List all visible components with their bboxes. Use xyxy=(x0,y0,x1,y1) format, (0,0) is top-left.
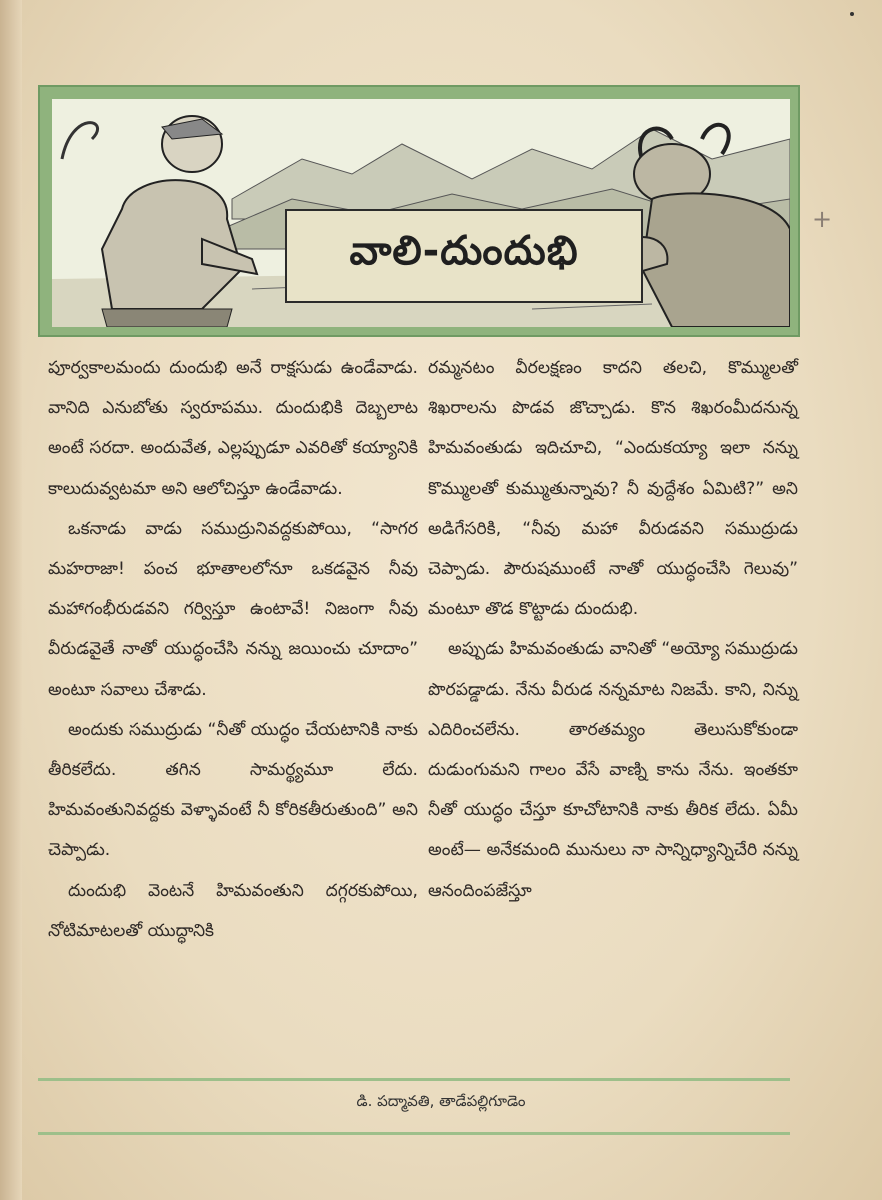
paragraph: దుందుభి వెంటనే హిమవంతుని దగ్గరకుపోయి, నోటిమాటలతో యుద్ధానికి xyxy=(48,880,418,941)
ink-speck xyxy=(850,12,854,16)
pencil-mark: + xyxy=(812,205,833,233)
paragraph: ఒకనాడు వాడు సముద్రునివద్దకుపోయి, “సాగర మహరాజా! పంచ భూతాలలోనూ ఒకడవైన నీవు మహాగంభీరుడవని గర్విస్తూ ఉంటావే! నిజంగా నీవు వీరుడవైతే నాతో యుద్ధంచేసి నన్ను జయించు చూదాం” అంటూ సవాలు చేశాడు. xyxy=(48,518,418,700)
paragraph: రమ్మనటం వీరలక్షణం కాదని తలచి, కొమ్ములతో శిఖరాలను పొడవ జొచ్చాడు. కొన శిఖరంమీదనున్న హిమవంతుడు ఇదిచూచి, “ఎందుకయ్యా ఇలా నన్ను కొమ్ములతో కుమ్ముతున్నావు? నీ వుద్దేశం ఏమిటి?” అని అడిగేసరికి, “నీవు మహా వీరుడవని సముద్రుడు చెప్పాడు. పౌరుషముంటే నాతో యుద్ధంచేసి గెలువు” మంటూ తొడ కొట్టాడు దుందుభి. xyxy=(428,358,798,620)
page-edge xyxy=(0,0,22,1200)
author-credit: డి. పద్మావతి, తాడేపల్లిగూడెం xyxy=(356,1092,526,1110)
divider-bottom xyxy=(38,1132,790,1135)
story-title: వాలి-దుందుభి xyxy=(285,209,643,303)
right-text-column xyxy=(428,348,798,911)
left-text-column xyxy=(48,348,418,951)
paragraph: అందుకు సముద్రుడు “నీతో యుద్ధం చేయటానికి నాకు తీరికలేదు. తగిన సామర్థ్యమూ లేదు. హిమవంతునివద్దకు వెళ్ళావంటే నీ కోరికతీరుతుంది” అని చెప్పాడు. xyxy=(48,719,418,861)
paragraph: పూర్వకాలమందు దుందుభి అనే రాక్షసుడు ఉండేవాడు. వానిది ఎనుబోతు స్వరూపము. దుందుభికి దెబ్బలాట అంటే సరదా. అందువేత, ఎల్లప్పుడూ ఎవరితో కయ్యానికి కాలుదువ్వటమా అని ఆలోచిస్తూ ఉండేవాడు. xyxy=(48,358,418,499)
title-banner xyxy=(38,85,800,337)
divider-top xyxy=(38,1078,790,1081)
paragraph: అప్పుడు హిమవంతుడు వానితో “అయ్యో సముద్రుడు పొరపడ్డాడు. నేను వీరుడ నన్నమాట నిజమే. కాని, నిన్ను ఎదిరించలేను. తారతమ్యం తెలుసుకోకుండా దుడుంగుమని గాలం వేసే వాణ్ని కాను నేను. ఇంతకూ నీతో యుద్ధం చేస్తూ కూచోటానికి నాకు తీరిక లేదు. ఏమీ అంటే— అనేకమంది మునులు నా సాన్నిధ్యాన్నిచేరి నన్ను ఆనందింపజేస్తూ xyxy=(428,639,798,901)
